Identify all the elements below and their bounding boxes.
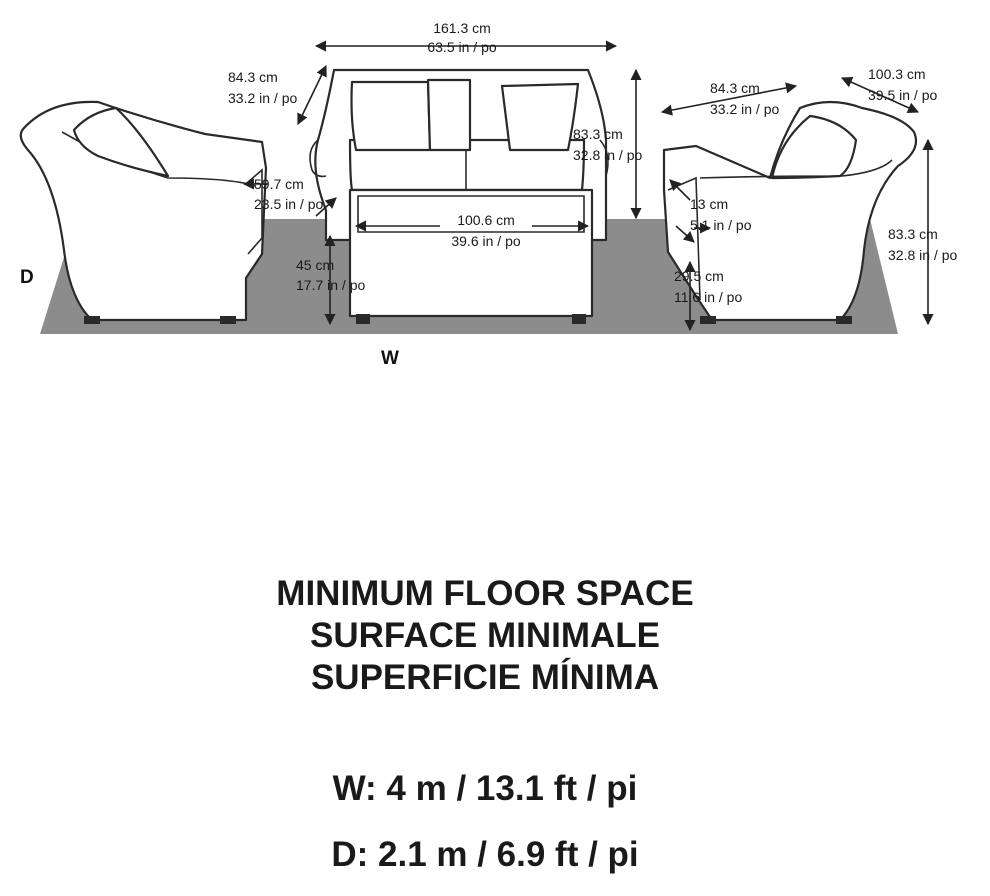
depth-value: D: 2.1 m / 6.9 ft / pi <box>331 835 639 874</box>
floor-space-heading <box>0 573 970 699</box>
width-value: W: 4 m / 13.1 ft / pi <box>332 769 638 808</box>
loveseat-depth-cm: 84.3 cm <box>228 69 278 85</box>
chair-depth-cm: 84.3 cm <box>710 80 760 96</box>
loveseat-depth-in: 33.2 in / po <box>228 90 298 106</box>
heading-english: MINIMUM FLOOR SPACE <box>276 574 694 613</box>
loveseat-width-cm: 161.3 cm <box>433 20 491 36</box>
chair-height-cm: 83.3 cm <box>888 226 938 242</box>
table-height-in: 17.7 in / po <box>296 277 366 293</box>
loveseat-height-in: 32.8 in / po <box>573 147 643 163</box>
heading-french: SURFACE MINIMALE <box>310 616 660 655</box>
furniture-dimension-diagram <box>0 0 990 380</box>
chair-width-cm: 100.3 cm <box>868 66 926 82</box>
seat-depth-in: 23.5 in / po <box>254 196 324 212</box>
seat-depth-cm: 59.7 cm <box>254 176 304 192</box>
table-width-in: 39.6 in / po <box>451 233 521 249</box>
table-width-cm: 100.6 cm <box>457 212 515 228</box>
depth-axis-label: D <box>20 267 34 288</box>
heading-spanish: SUPERFICIE MÍNIMA <box>310 658 660 697</box>
chair-height-in: 32.8 in / po <box>888 247 958 263</box>
table-height-cm: 45 cm <box>296 257 335 273</box>
loveseat-width-in: 63.5 in / po <box>427 39 497 55</box>
loveseat-height-cm: 83.3 cm <box>573 126 623 142</box>
cushion-thickness-cm: 13 cm <box>690 196 729 212</box>
chair-depth-in: 33.2 in / po <box>710 101 780 117</box>
coffee-table <box>350 190 592 324</box>
arm-height-cm: 29.5 cm <box>674 268 724 284</box>
arm-height-in: 11.6 in / po <box>674 289 743 305</box>
chair-width-in: 39.5 in / po <box>868 87 938 103</box>
width-axis-label: W <box>381 348 399 369</box>
cushion-thickness-in: 5.1 in / po <box>690 217 752 233</box>
